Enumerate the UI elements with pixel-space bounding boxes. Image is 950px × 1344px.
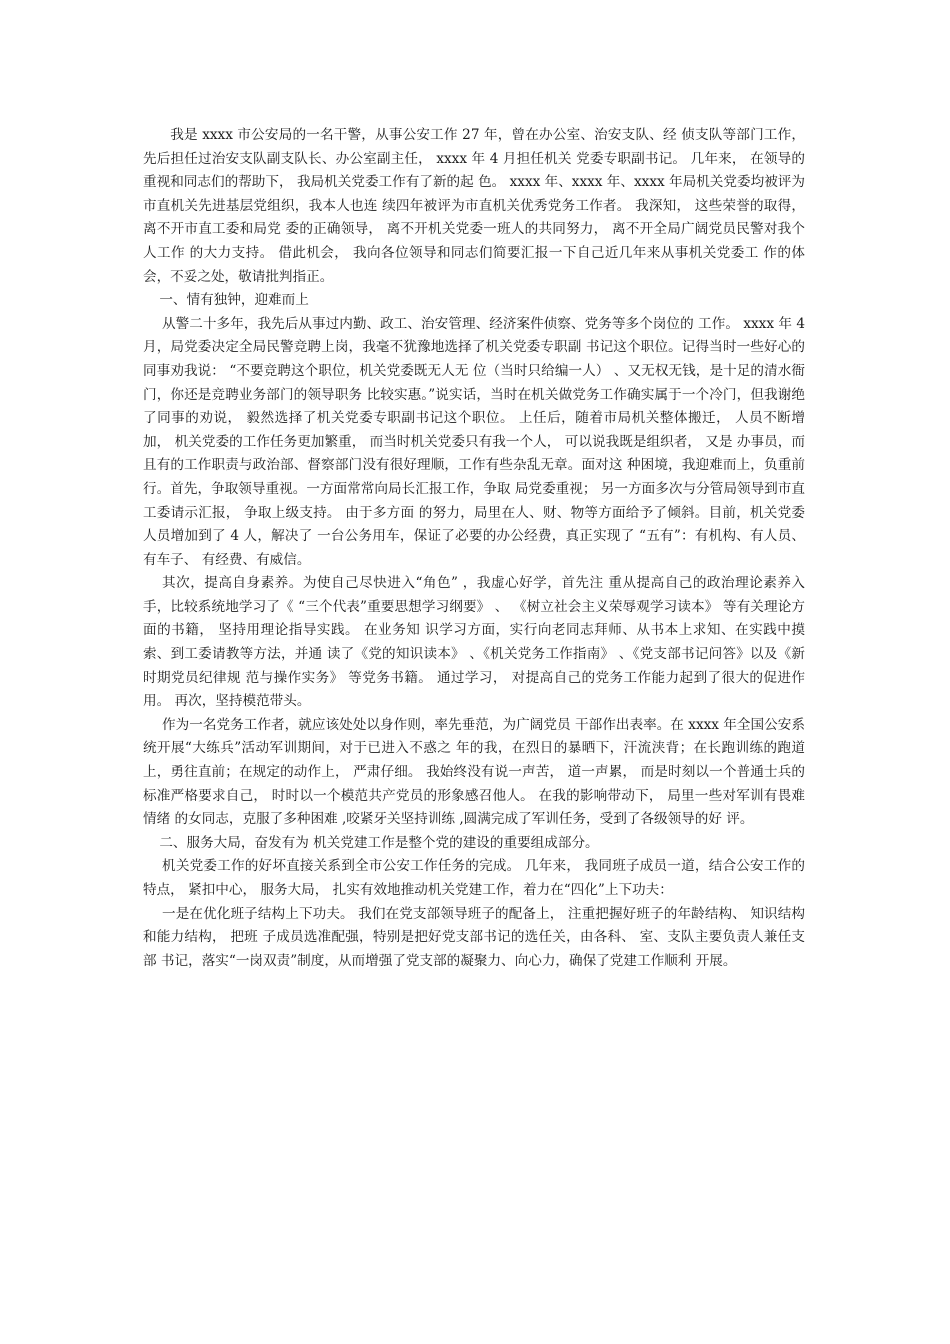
paragraph-overall-service: 机关党委工作的好坏直接关系到全市公安工作任务的完成。 几年来， 我同班子成员一道，结合公安工作的特点， 紧扣中心， 服务大局， 扎实有效地推动机关党建工作，着力在“四化”上下功夫： [143,858,805,898]
paragraph-intro: 我是 xxxx 市公安局的一名干警，从事公安工作 27 年，曾在办公室、治安支队、经 侦支队等部门工作，先后担任过治安支队副支队长、办公室副主任， xxxx 年 4 月担任机关 党委专职副书记。 几年来， 在领导的重视和同志们的帮助下， 我局机关党委工作有了新的起 色。 xxxx 年、xxxx 年、xxxx 年局机关党委均被评为市直机关先进基层党组织，我本人也连 续四年被评为市直机关优秀党务工作者。 我深知， 这些荣誉的取得， 离不开市直工委和局党 委的正确领导， 离不开机关党委一班人的共同努力， 离不开全局广阔党员民警对我个人工作 的大力支持。 借此机会， 我向各位领导和同志们简要汇报一下自己近几年来从事机关党委工 作的体会，不妥之处，敬请批判指正。 [143,127,805,285]
paragraph-self-improvement: 其次，提高自身素养。为使自己尽快进入“角色” ，我虚心好学，首先注 重从提高自己的政治理论素养入手，比较系统地学习了《 “三个代表”重要思想学习纲要》 、 《树立社会主义荣辱观学习读本》 等有关理论方面的书籍， 坚持用理论指导实践。 在业务知 识学习方面，实行向老同志拜师、从书本上求知、在实践中摸索、到工委请教等方法，并通 读了《党的知识读本》 、《机关党务工作指南》 、《党支部书记问答》以及《新时期党员纪律规 范与操作实务》 等党务书籍。 通过学习， 对提高自己的党务工作能力起到了很大的促进作用。 再次，坚持模范带头。 [143,575,805,710]
section-heading-2: 二、服务大局，奋发有为 机关党建工作是整个党的建设的重要组成部分。 [159,834,599,851]
section-heading-1: 一、情有独钟，迎难而上 [159,292,309,309]
paragraph-team-structure: 一是在优化班子结构上下功夫。 我们在党支部领导班子的配备上， 注重把握好班子的年龄结构、 知识结构和能力结构， 把班 子成员选准配强，特别是把好党支部书记的选任关，由各科、 室、支队主要负责人兼任支部 书记，落实“一岗双责”制度，从而增强了党支部的凝聚力、向心力，确保了党建工作顺利 开展。 [143,905,805,969]
paragraph-role-model: 作为一名党务工作者，就应该处处以身作则，率先垂范，为广阔党员 干部作出表率。在 xxxx 年全国公安系统开展“大练兵”活动军训期间，对于已进入不惑之 年的我，在烈日的暴晒下，汗流浃背；在长跑训练的跑道上，勇往直前；在规定的动作上， 严肃仔细。 我始终没有说一声苦， 道一声累， 而是时刻以一个普通士兵的标准严格要求自己， 时时以一个模范共产党员的形象感召他人。 在我的影响带动下， 局里一些对军训有畏难情绪 的女同志，克服了多种困难 ,咬紧牙关坚持训练 ,圆满完成了军训任务，受到了各级领导的好 评。 [143,716,805,828]
paragraph-career: 从警二十多年，我先后从事过内勤、政工、治安管理、经济案件侦察、党务等多个岗位的 工作。 xxxx 年 4 月，局党委决定全局民警竞聘上岗，我毫不犹豫地选择了机关党委专职副 书记这个职位。记得当时一些好心的同事劝我说： “不要竞聘这个职位，机关党委既无人无 位（当时只给编一人） 、又无权无钱，是十足的清水衙门，你还是竞聘业务部门的领导职务 比较实惠。”说实话，当时在机关做党务工作确实属于一个冷门，但我谢绝了同事的劝说， 毅然选择了机关党委专职副书记这个职位。 上任后，随着市局机关整体搬迁， 人员不断增加， 机关党委的工作任务更加繁重， 而当时机关党委只有我一个人， 可以说我既是组织者， 又是 办事员，而且有的工作职责与政治部、督察部门没有很好理顺，工作有些杂乱无章。面对这 种困境，我迎难而上，负重前行。首先，争取领导重视。一方面常常向局长汇报工作，争取 局党委重视； 另一方面多次与分管局领导到市直工委请示汇报， 争取上级支持。 由于多方面 的努力，局里在人、财、物等方面给予了倾斜。目前，机关党委人员增加到了 4 人，解决了 一台公务用车，保证了必要的办公经费，真正实现了 “五有”：有机构、有人员、有车子、 有经费、有威信。 [143,315,805,568]
document-body [143,124,805,973]
